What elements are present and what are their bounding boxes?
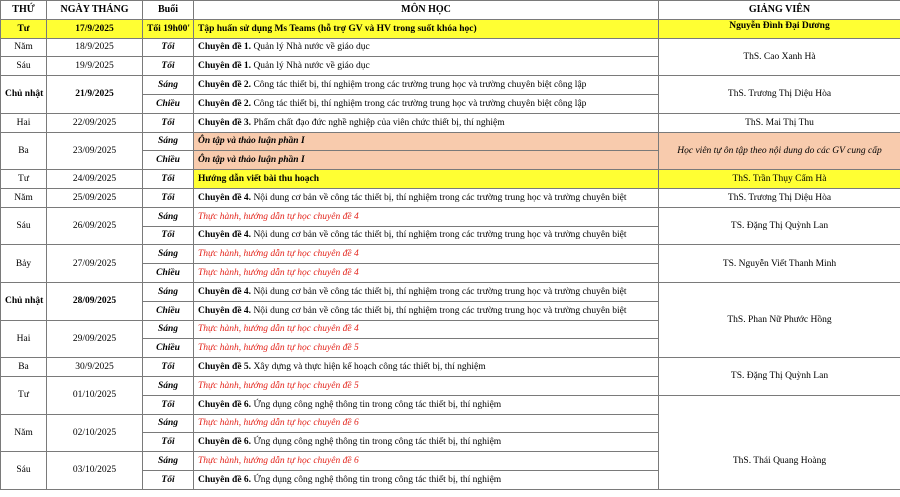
cell-buoi: Tối [143,226,194,245]
subject-title: Nội dung cơ bản về công tác thiết bị, thí nghiệm trong các trường trung học và trường chuyên biệt [251,286,627,297]
table-row [1,245,900,264]
subject-code: Chuyên đề 4. [198,286,252,297]
cell-subject: Thực hành, hướng dẫn tự học chuyên đề 4 [194,207,659,226]
cell-lecturer: ThS. Phan Nữ Phước Hồng [659,282,900,357]
subject-code: Chuyên đề 2. [198,98,252,109]
cell-thu: Hai [1,113,47,132]
header-row [1,1,900,20]
table-row [1,38,900,57]
cell-subject: Thực hành, hướng dẫn tự học chuyên đề 4 [194,245,659,264]
cell-buoi: Sáng [143,282,194,301]
cell-buoi: Tối [143,38,194,57]
cell-lecturer: ThS. Trương Thị Diệu Hòa [659,188,900,207]
cell-subject: Thực hành, hướng dẫn tự học chuyên đề 5 [194,376,659,395]
cell-subject [194,470,659,489]
subject-title: Ứng dụng công nghệ thông tin trong công tác thiết bị, thí nghiệm [251,437,502,448]
cell-thu: Ba [1,358,47,377]
cell-date: 03/10/2025 [47,452,143,490]
subject-code: Chuyên đề 6. [198,474,252,485]
cell-lecturer: ThS. Mai Thị Thu [659,113,900,132]
cell-buoi: Chiều [143,301,194,320]
cell-lecturer: ThS. Trương Thị Diệu Hòa [659,76,900,114]
cell-subject: Thực hành, hướng dẫn tự học chuyên đề 6 [194,452,659,471]
cell-thu: Hai [1,320,47,358]
cell-thu: Sáu [1,207,47,245]
subject-title: Nội dung cơ bản về công tác thiết bị, thí nghiệm trong các trường trung học và trường chuyên biệt [251,192,627,203]
cell-buoi: Sáng [143,245,194,264]
cell-buoi: Tối [143,358,194,377]
subject-title: Phẩm chất đạo đức nghề nghiệp của viên chức thiết bị, thí nghiệm [251,117,505,128]
cell-thu: Chủ nhật [1,76,47,114]
cell-date: 28/09/2025 [47,282,143,320]
header-mon: MÔN HỌC [194,1,659,20]
cell-buoi: Tối 19h00' [143,19,194,38]
subject-code: Chuyên đề 4. [198,230,252,241]
cell-lecturer: ThS. Thái Quang Hoàng [659,395,900,489]
cell-buoi: Chiều [143,339,194,358]
table-row [1,132,900,151]
subject-code: Chuyên đề 1. [198,42,252,53]
table-row [1,188,900,207]
cell-date: 26/09/2025 [47,207,143,245]
header-gv: GIẢNG VIÊN [659,1,900,20]
cell-subject [194,226,659,245]
cell-thu: Ba [1,132,47,170]
cell-date: 02/10/2025 [47,414,143,452]
cell-date: 27/09/2025 [47,245,143,283]
cell-subject [194,57,659,76]
cell-date: 22/09/2025 [47,113,143,132]
subject-title: Quản lý Nhà nước về giáo dục [251,42,370,53]
cell-subject [194,433,659,452]
subject-title: Ứng dụng công nghệ thông tin trong công tác thiết bị, thí nghiệm [251,474,502,485]
table-row [1,19,900,38]
cell-thu: Tư [1,376,47,414]
cell-subject [194,358,659,377]
cell-subject: Thực hành, hướng dẫn tự học chuyên đề 5 [194,339,659,358]
cell-date: 21/9/2025 [47,76,143,114]
cell-subject: Hướng dẫn viết bài thu hoạch [194,170,659,189]
table-row [1,113,900,132]
cell-date: 17/9/2025 [47,19,143,38]
cell-buoi: Sáng [143,132,194,151]
subject-code: Chuyên đề 6. [198,399,252,410]
subject-code: Chuyên đề 1. [198,61,252,72]
cell-subject: Ôn tập và thảo luận phần I [194,151,659,170]
subject-code: Chuyên đề 2. [198,80,252,91]
cell-date: 23/09/2025 [47,132,143,170]
cell-buoi: Tối [143,470,194,489]
cell-subject [194,38,659,57]
header-ngay: NGÀY THÁNG [47,1,143,20]
cell-buoi: Sáng [143,76,194,95]
cell-lecturer: TS. Đặng Thị Quỳnh Lan [659,207,900,245]
cell-subject [194,282,659,301]
cell-thu: Năm [1,38,47,57]
subject-title: Công tác thiết bị, thí nghiệm trong các trường trung học và trường chuyên biệt công lập [251,80,587,91]
cell-subject: Thực hành, hướng dẫn tự học chuyên đề 6 [194,414,659,433]
cell-subject [194,188,659,207]
cell-buoi: Tối [143,188,194,207]
cell-date: 01/10/2025 [47,376,143,414]
cell-buoi: Sáng [143,207,194,226]
cell-subject: Tập huấn sử dụng Ms Teams (hỗ trợ GV và HV trong suốt khóa học) [194,19,659,38]
subject-code: Chuyên đề 3. [198,117,252,128]
cell-subject [194,113,659,132]
cell-date: 18/9/2025 [47,38,143,57]
cell-thu: Năm [1,188,47,207]
cell-date: 19/9/2025 [47,57,143,76]
cell-date: 25/09/2025 [47,188,143,207]
subject-title: Ứng dụng công nghệ thông tin trong công tác thiết bị, thí nghiệm [251,399,502,410]
cell-subject: Ôn tập và thảo luận phần I [194,132,659,151]
cell-thu: Sáu [1,57,47,76]
cell-buoi: Tối [143,433,194,452]
cell-lecturer: Nguyễn Đình Đại Dương [659,19,900,38]
cell-buoi: Tối [143,170,194,189]
cell-subject: Thực hành, hướng dẫn tự học chuyên đề 4 [194,264,659,283]
cell-date: 30/9/2025 [47,358,143,377]
cell-thu: Tư [1,19,47,38]
cell-thu: Bảy [1,245,47,283]
cell-subject [194,301,659,320]
cell-buoi: Sáng [143,452,194,471]
cell-lecturer: Học viên tự ôn tập theo nội dung do các GV cung cấp [659,132,900,170]
table-row [1,76,900,95]
cell-lecturer: ThS. Cao Xanh Hà [659,38,900,76]
cell-buoi: Tối [143,57,194,76]
cell-thu: Sáu [1,452,47,490]
cell-lecturer: TS. Đặng Thị Quỳnh Lan [659,358,900,396]
subject-code: Chuyên đề 4. [198,192,252,203]
subject-code: Chuyên đề 6. [198,437,252,448]
cell-buoi: Tối [143,113,194,132]
cell-date: 24/09/2025 [47,170,143,189]
cell-buoi: Chiều [143,94,194,113]
table-row [1,358,900,377]
cell-subject [194,395,659,414]
cell-lecturer: TS. Nguyễn Viết Thanh Minh [659,245,900,283]
subject-title: Quản lý Nhà nước về giáo dục [251,61,370,72]
cell-date: 29/09/2025 [47,320,143,358]
cell-buoi: Tối [143,395,194,414]
cell-lecturer: ThS. Trần Thụy Cẩm Hà [659,170,900,189]
subject-title: Nội dung cơ bản về công tác thiết bị, thí nghiệm trong các trường trung học và trường chuyên biệt [251,305,627,316]
subject-title: Nội dung cơ bản về công tác thiết bị, thí nghiệm trong các trường trung học và trường chuyên biệt [251,230,627,241]
header-thu: THỨ [1,1,47,20]
subject-title: Công tác thiết bị, thí nghiệm trong các trường trung học và trường chuyên biệt công lập [251,98,587,109]
header-buoi: Buổi [143,1,194,20]
cell-subject [194,94,659,113]
cell-thu: Tư [1,170,47,189]
cell-subject [194,76,659,95]
table-row [1,282,900,301]
subject-code: Chuyên đề 5. [198,362,252,373]
cell-buoi: Chiều [143,264,194,283]
table-row [1,170,900,189]
cell-buoi: Sáng [143,320,194,339]
cell-buoi: Sáng [143,414,194,433]
cell-thu: Chủ nhật [1,282,47,320]
table-row [1,207,900,226]
cell-buoi: Sáng [143,376,194,395]
cell-buoi: Chiều [143,151,194,170]
subject-title: Xây dựng và thực hiện kế hoạch công tác thiết bị, thí nghiệm [251,362,486,373]
cell-subject: Thực hành, hướng dẫn tự học chuyên đề 4 [194,320,659,339]
subject-code: Chuyên đề 4. [198,305,252,316]
cell-thu: Năm [1,414,47,452]
